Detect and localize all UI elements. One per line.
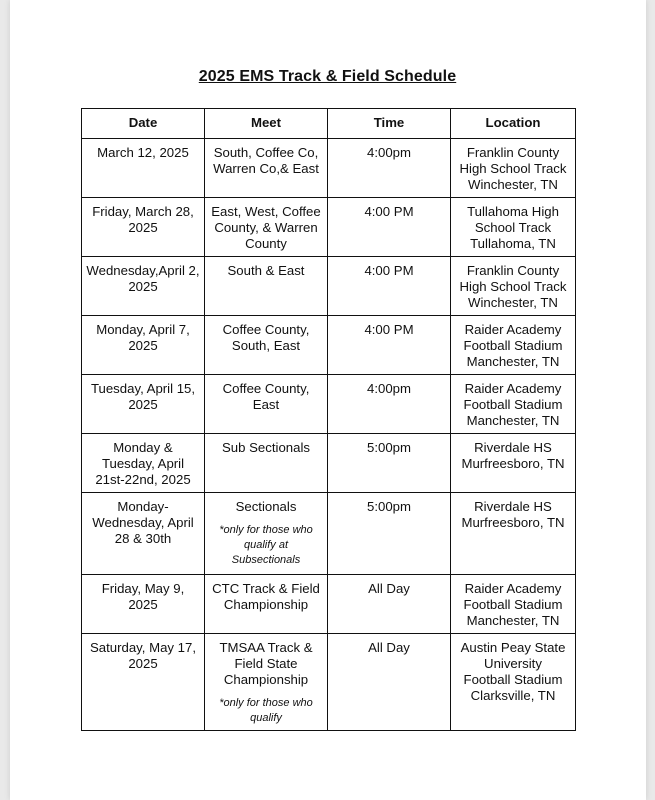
date-cell: Wednesday,April 2, 2025: [82, 257, 205, 316]
date-cell: Tuesday, April 15, 2025: [82, 375, 205, 434]
location-cell: [451, 434, 576, 493]
qualification-note: *only for those who qualify at Subsectionals: [219, 524, 313, 566]
location-line: Manchester, TN: [466, 613, 560, 628]
location-line: Tullahoma High: [467, 204, 559, 219]
column-header-location: Location: [451, 109, 576, 139]
location-line: Franklin County: [466, 145, 560, 160]
date-cell: Friday, March 28, 2025: [82, 198, 205, 257]
meet-cell: Sub Sectionals: [205, 434, 328, 493]
meet-cell: South, Coffee Co, Warren Co,& East: [205, 139, 328, 198]
location-line: Raider Academy: [464, 581, 562, 596]
location-line: Manchester, TN: [466, 413, 560, 428]
time-cell: All Day: [328, 575, 451, 634]
meet-cell: CTC Track & Field Championship: [205, 575, 328, 634]
location-line: Football Stadium: [463, 397, 563, 412]
location-cell: [451, 575, 576, 634]
meet-cell: South & East: [205, 257, 328, 316]
meet-cell: Coffee County, East: [205, 375, 328, 434]
time-cell: 4:00pm: [328, 375, 451, 434]
location-cell: [451, 198, 576, 257]
location-cell: [451, 375, 576, 434]
location-cell: [451, 634, 576, 731]
time-cell: 4:00 PM: [328, 198, 451, 257]
location-line: Murfreesboro, TN: [461, 515, 565, 530]
column-header-time: Time: [328, 109, 451, 139]
location-line: High School Track: [459, 161, 567, 176]
date-cell: Monday, April 7, 2025: [82, 316, 205, 375]
table-row: [82, 198, 576, 257]
table-row: [82, 316, 576, 375]
time-cell: 4:00pm: [328, 139, 451, 198]
table-row: [82, 493, 576, 575]
location-line: Riverdale HS: [474, 440, 552, 455]
location-line: School Track: [474, 220, 552, 235]
column-header-meet: Meet: [205, 109, 328, 139]
location-line: Clarksville, TN: [470, 688, 556, 703]
table-row: [82, 257, 576, 316]
schedule-table: [81, 108, 576, 731]
location-line: Franklin County: [466, 263, 560, 278]
location-line: Riverdale HS: [474, 499, 552, 514]
meet-name: TMSAA Track & Field State Championship: [219, 640, 313, 687]
meet-cell: [205, 634, 328, 731]
location-line: Football Stadium: [463, 597, 563, 612]
location-line: Raider Academy: [464, 381, 562, 396]
table-row: [82, 434, 576, 493]
date-cell: Monday & Tuesday, April 21st-22nd, 2025: [82, 434, 205, 493]
meet-name: Sectionals: [235, 499, 297, 514]
location-line: University: [484, 656, 542, 671]
location-line: High School Track: [459, 279, 567, 294]
location-line: Raider Academy: [464, 322, 562, 337]
date-cell: Saturday, May 17, 2025: [82, 634, 205, 731]
table-row: [82, 375, 576, 434]
time-cell: 5:00pm: [328, 434, 451, 493]
time-cell: 4:00 PM: [328, 316, 451, 375]
date-cell: Monday- Wednesday, April 28 & 30th: [82, 493, 205, 575]
meet-cell: [205, 493, 328, 575]
location-line: Manchester, TN: [466, 354, 560, 369]
meet-cell: East, West, Coffee County, & Warren County: [205, 198, 328, 257]
location-cell: [451, 139, 576, 198]
table-row: [82, 575, 576, 634]
meet-cell: Coffee County, South, East: [205, 316, 328, 375]
qualification-note: *only for those who qualify: [219, 697, 313, 724]
date-cell: Friday, May 9, 2025: [82, 575, 205, 634]
time-cell: All Day: [328, 634, 451, 731]
page-title: 2025 EMS Track & Field Schedule: [198, 68, 457, 85]
column-header-date: Date: [82, 109, 205, 139]
location-cell: [451, 316, 576, 375]
date-cell: March 12, 2025: [82, 139, 205, 198]
table-row: [82, 139, 576, 198]
header-row: [82, 109, 576, 139]
location-line: Tullahoma, TN: [470, 236, 556, 251]
time-cell: 4:00 PM: [328, 257, 451, 316]
table-row: [82, 634, 576, 731]
location-line: Winchester, TN: [468, 177, 558, 192]
time-cell: 5:00pm: [328, 493, 451, 575]
location-cell: [451, 493, 576, 575]
location-cell: [451, 257, 576, 316]
location-line: Football Stadium: [463, 672, 563, 687]
location-line: Football Stadium: [463, 338, 563, 353]
location-line: Winchester, TN: [468, 295, 558, 310]
location-line: Austin Peay State: [460, 640, 566, 655]
location-line: Murfreesboro, TN: [461, 456, 565, 471]
